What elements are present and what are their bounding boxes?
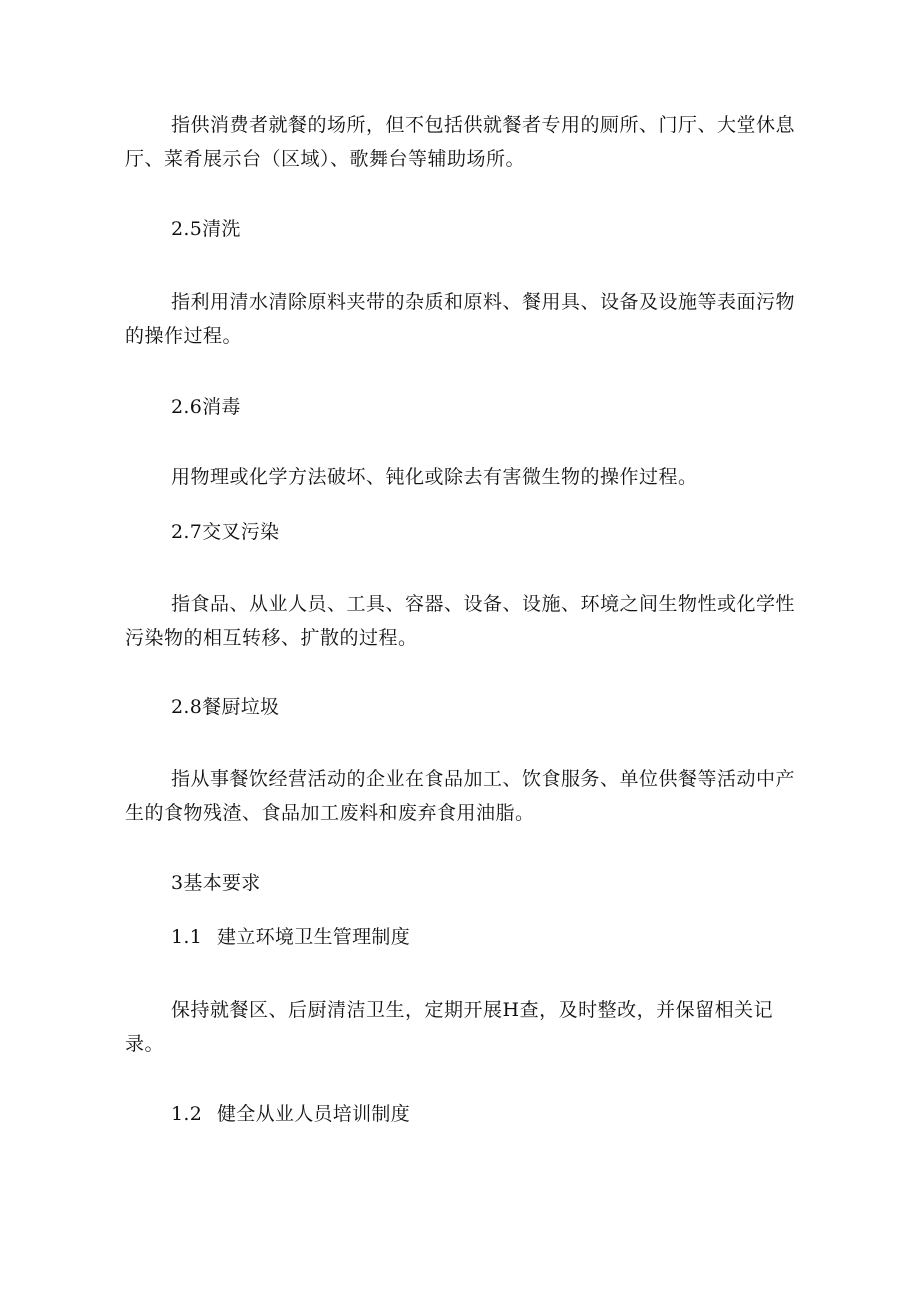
paragraph-cross-contamination: 指食品、从业人员、工具、容器、设备、设施、环境之间生物性或化学性污染物的相互转移、扩散的过程。	[125, 593, 796, 649]
section-heading-3: 3基本要求	[171, 872, 261, 894]
section-heading-2-6: 2.6消毒	[171, 396, 241, 418]
paragraph-kitchen-waste: 指从事餐饮经营活动的企业在食品加工、饮食服务、单位供餐等活动中产生的食物残渣、食品加工废料和废弃食用油脂。	[125, 768, 796, 824]
section-heading-2-8: 2.8餐厨垃圾	[171, 696, 280, 718]
heading-text: 健全从业人员培训制度	[217, 1103, 411, 1125]
heading-number: 1.2	[171, 1103, 203, 1125]
paragraph-cleaning: 指利用清水清除原料夹带的杂质和原料、餐用具、设备及设施等表面污物的操作过程。	[125, 291, 796, 347]
section-heading-1-2	[171, 1097, 410, 1131]
section-heading-2-7: 2.7交叉污染	[171, 521, 280, 543]
section-heading-1-1	[171, 920, 410, 954]
heading-text: 建立环境卫生管理制度	[217, 926, 411, 948]
paragraph-disinfection: 用物理或化学方法破坏、钝化或除去有害微生物的操作过程。	[171, 466, 698, 488]
section-heading-2-5: 2.5清洗	[171, 218, 241, 240]
heading-number: 1.1	[171, 926, 203, 948]
paragraph-dining-area: 指供消费者就餐的场所，但不包括供就餐者专用的厕所、门厅、大堂休息厅、菜肴展示台（区域）、歌舞台等辅助场所。	[125, 114, 796, 170]
paragraph-hygiene-rules: 保持就餐区、后厨清洁卫生，定期开展H查，及时整改，并保留相关记录。	[125, 999, 774, 1055]
